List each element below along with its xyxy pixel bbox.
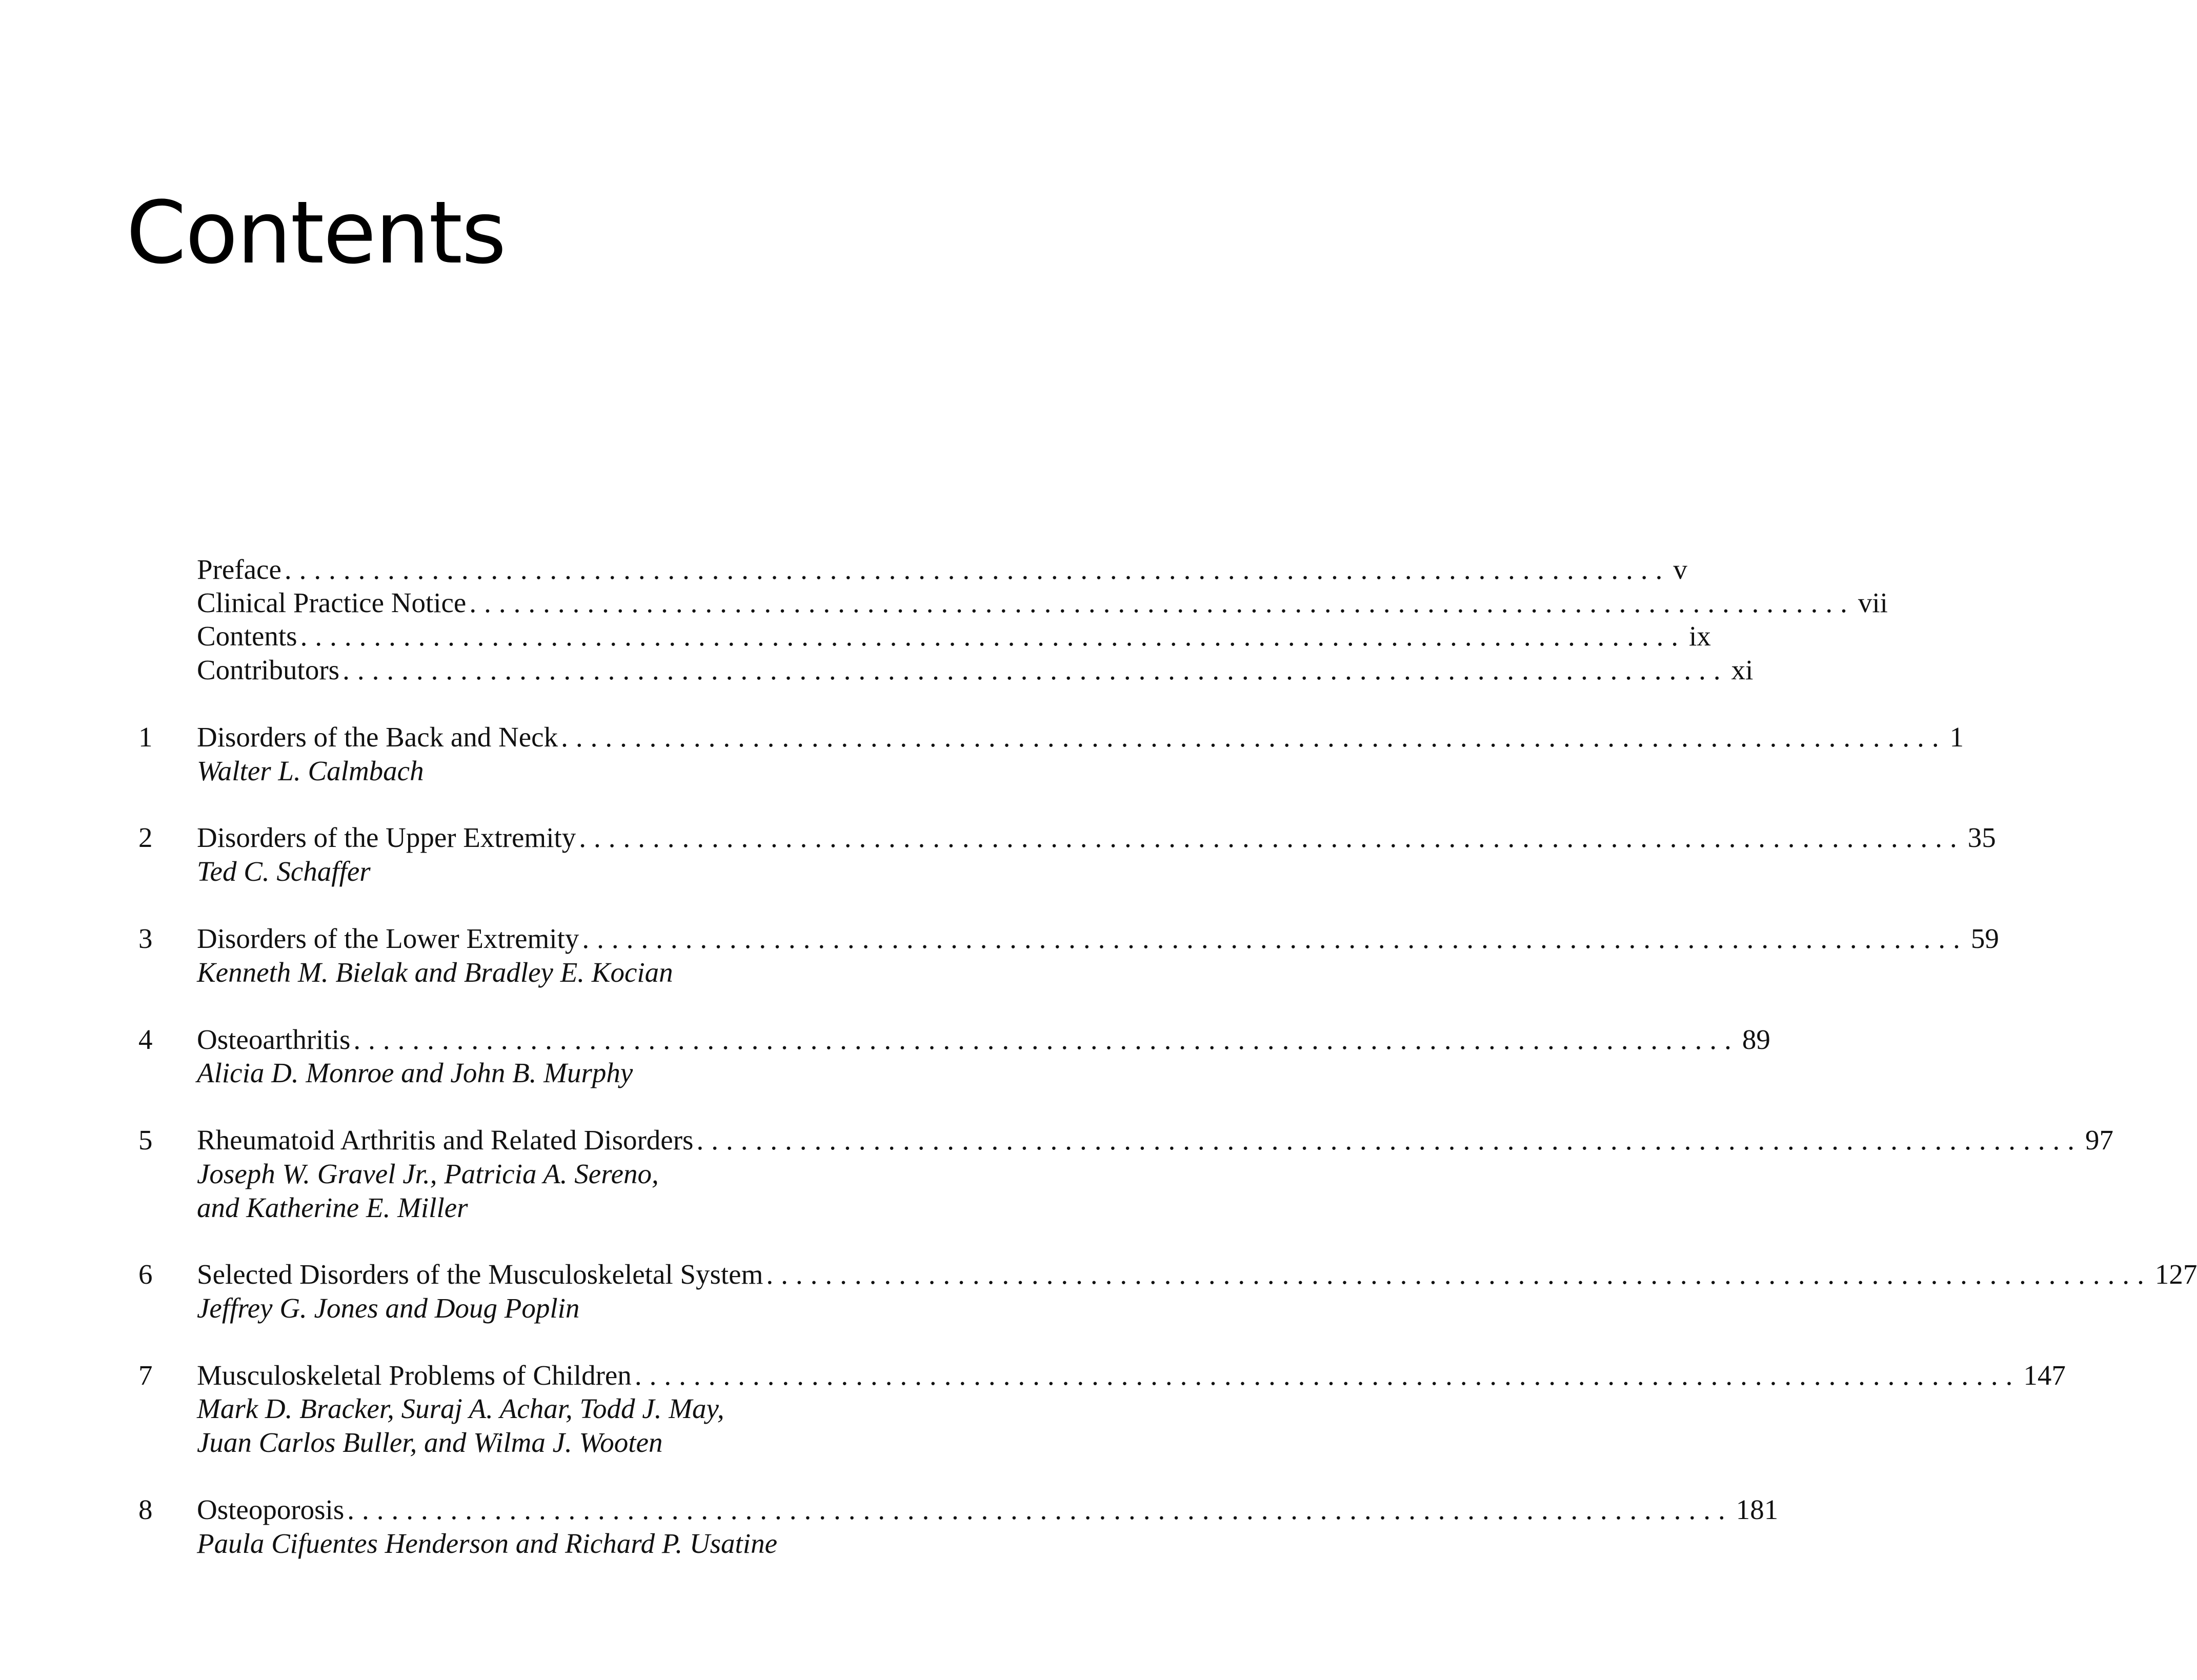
chapter-number: 8 (138, 1494, 153, 1525)
page-title: Contents (126, 183, 506, 283)
chapter-authors: and Katherine E. Miller (197, 1192, 468, 1223)
toc-entry-page: 127 (2154, 1259, 2197, 1290)
chapter-authors: Paula Cifuentes Henderson and Richard P. Usatine (197, 1528, 777, 1559)
toc-entry-page: ix (1689, 620, 1711, 652)
chapter-authors: Walter L. Calmbach (197, 755, 424, 786)
toc-entry-page: 181 (1736, 1494, 1779, 1525)
dot-leader: .............................................................................................. (634, 1360, 2021, 1391)
toc-entry-page: v (1673, 554, 1687, 585)
toc-entry-page: 97 (2085, 1124, 2113, 1156)
chapter-authors: Kenneth M. Bielak and Bradley E. Kocian (197, 957, 673, 988)
dot-leader: .............................................................................................. (353, 1024, 1739, 1055)
toc-entry-preface[interactable] (197, 552, 1687, 588)
toc-entry-chapter-7[interactable] (197, 1358, 2066, 1393)
toc-entry-title: Disorders of the Upper Extremity (197, 822, 576, 853)
chapter-number: 1 (138, 721, 153, 753)
toc-entry-page: 59 (1970, 923, 1999, 954)
dot-leader: .............................................................................................. (300, 620, 1686, 652)
dot-leader: .............................................................................................. (347, 1494, 1733, 1525)
toc-entry-title: Disorders of the Lower Extremity (197, 923, 579, 954)
dot-leader: .............................................................................................. (582, 923, 1968, 954)
toc-entry-title: Contents (197, 620, 297, 652)
toc-entry-title: Preface (197, 554, 281, 585)
toc-entry-page: vii (1858, 587, 1888, 618)
chapter-number: 5 (138, 1124, 153, 1156)
toc-entry-title: Osteoporosis (197, 1494, 345, 1525)
dot-leader: .............................................................................................. (284, 554, 1670, 585)
dot-leader: .............................................................................................. (696, 1124, 2082, 1156)
chapter-number: 4 (138, 1024, 153, 1055)
toc-entry-page: 89 (1742, 1024, 1770, 1055)
chapter-authors: Jeffrey G. Jones and Doug Poplin (197, 1292, 580, 1324)
toc-entry-title: Rheumatoid Arthritis and Related Disorders (197, 1124, 694, 1156)
toc-entry-chapter-5[interactable] (197, 1122, 2113, 1158)
chapter-number: 6 (138, 1259, 153, 1290)
toc-entry-page: xi (1731, 654, 1753, 685)
toc-entry-clinical-practice-notice[interactable] (197, 585, 1888, 621)
chapter-authors: Ted C. Schaffer (197, 856, 371, 887)
toc-entry-page: 1 (1949, 721, 1964, 753)
toc-entry-chapter-2[interactable] (197, 820, 1996, 856)
dot-leader: .............................................................................................. (342, 654, 1728, 685)
chapter-number: 2 (138, 822, 153, 853)
dot-leader: .............................................................................................. (561, 721, 1947, 753)
toc-entry-title: Clinical Practice Notice (197, 587, 467, 618)
chapter-number: 7 (138, 1360, 153, 1391)
toc-entry-chapter-8[interactable] (197, 1492, 1779, 1528)
toc-entry-title: Disorders of the Back and Neck (197, 721, 558, 753)
toc-entry-contributors[interactable] (197, 652, 1753, 688)
dot-leader: .............................................................................................. (579, 822, 1965, 853)
toc-entry-page: 35 (1967, 822, 1996, 853)
toc-entry-chapter-1[interactable] (197, 719, 1964, 755)
toc-entry-contents[interactable] (197, 618, 1711, 654)
dot-leader: .............................................................................................. (766, 1259, 2152, 1290)
toc-entry-chapter-6[interactable] (197, 1257, 2197, 1292)
toc-entry-chapter-3[interactable] (197, 921, 1999, 957)
toc-entry-title: Osteoarthritis (197, 1024, 351, 1055)
dot-leader: .............................................................................................. (469, 587, 1855, 618)
chapter-authors: Alicia D. Monroe and John B. Murphy (197, 1057, 633, 1088)
chapter-authors: Joseph W. Gravel Jr., Patricia A. Sereno, (197, 1158, 659, 1189)
toc-entry-title: Contributors (197, 654, 340, 685)
toc-entry-chapter-4[interactable] (197, 1022, 1770, 1058)
toc-entry-title: Musculoskeletal Problems of Children (197, 1360, 632, 1391)
chapter-authors: Mark D. Bracker, Suraj A. Achar, Todd J. May, (197, 1393, 724, 1424)
chapter-authors: Juan Carlos Buller, and Wilma J. Wooten (197, 1427, 663, 1458)
toc-entry-page: 147 (2023, 1360, 2066, 1391)
chapter-number: 3 (138, 923, 153, 954)
toc-entry-title: Selected Disorders of the Musculoskeletal System (197, 1259, 763, 1290)
